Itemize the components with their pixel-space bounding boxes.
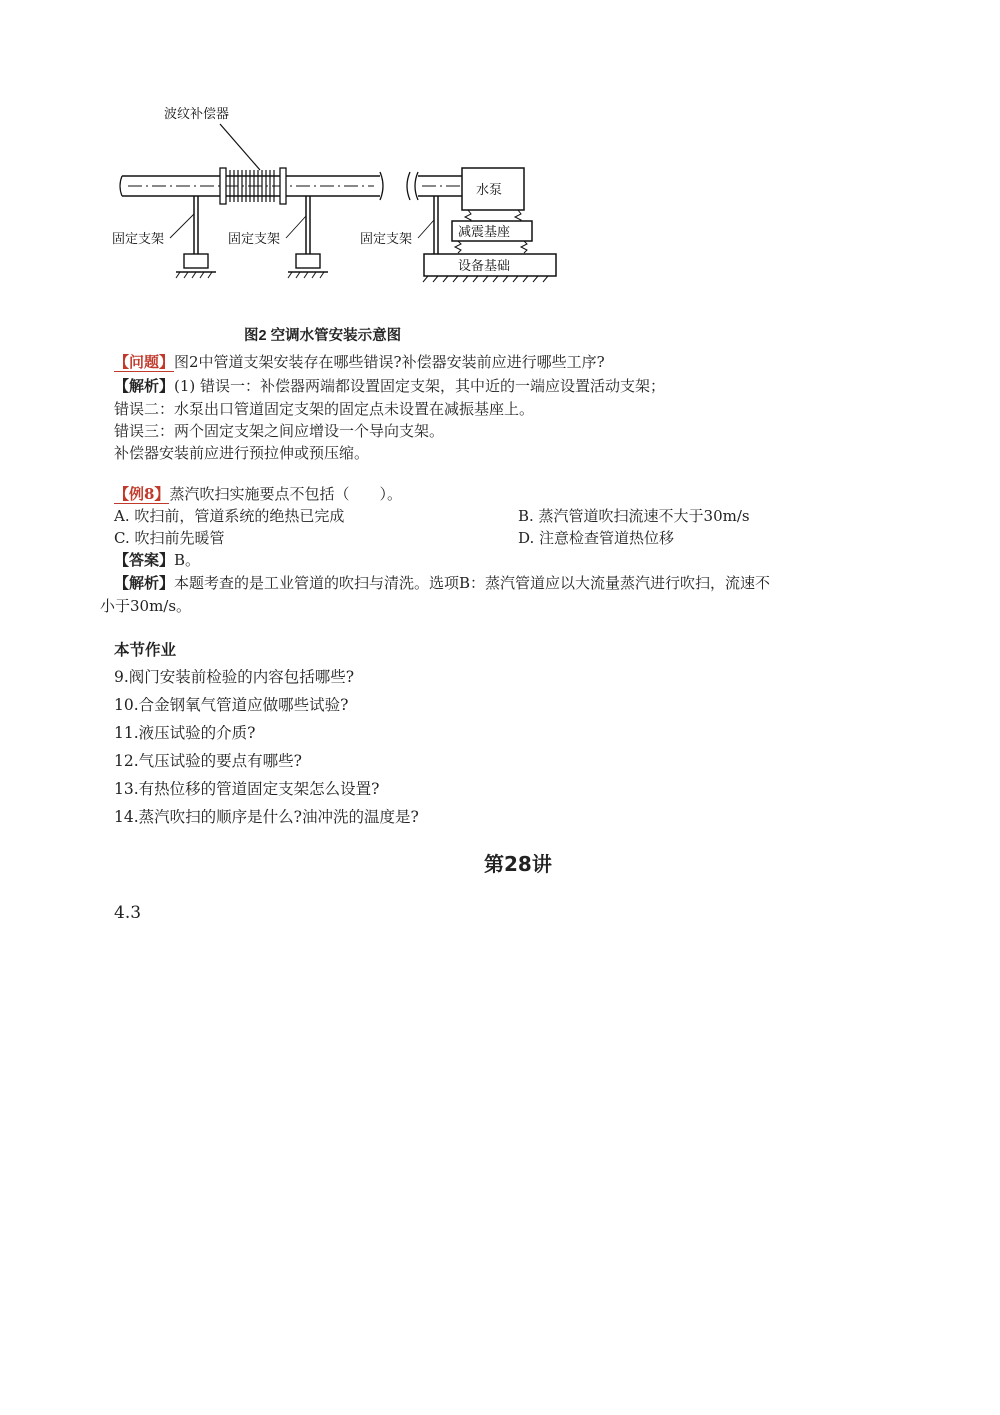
- damping-base-label: 减震基座: [458, 225, 511, 240]
- question-line: [114, 352, 605, 373]
- homework-item: 9.阀门安装前检验的内容包括哪些?: [114, 668, 355, 686]
- error-three: 错误三：两个固定支架之间应增设一个导向支架。: [114, 422, 445, 440]
- equipment-base-label: 设备基础: [458, 259, 511, 274]
- option-d: D. 注意检查管道热位移: [518, 529, 675, 547]
- option-b: B. 蒸汽管道吹扫流速不大于30m/s: [518, 507, 750, 525]
- homework-item: 10.合金钢氧气管道应做哪些试验?: [114, 696, 349, 714]
- figure-caption: 图2 空调水管安装示意图: [244, 328, 402, 344]
- section-number: 4.3: [114, 903, 142, 923]
- example-analysis-1: 本题考查的是工业管道的吹扫与清洗。选项B：蒸汽管道应以大流量蒸汽进行吹扫，流速不: [174, 574, 771, 592]
- example-analysis-2: 小于30m/s。: [100, 597, 192, 615]
- pipe-installation-diagram: [108, 98, 568, 298]
- answer-text: B。: [174, 551, 201, 569]
- example-analysis-tag: 【解析】: [114, 574, 175, 592]
- analysis-line: [114, 376, 665, 397]
- example-line: [114, 484, 402, 505]
- analysis-tag: 【解析】: [114, 377, 175, 395]
- homework-title: 本节作业: [114, 641, 177, 659]
- fixed-support-label-3: 固定支架: [360, 232, 413, 247]
- homework-item: 13.有热位移的管道固定支架怎么设置?: [114, 780, 380, 798]
- compensator-note: 补偿器安装前应进行预拉伸或预压缩。: [114, 444, 370, 462]
- pump-label: 水泵: [476, 183, 503, 198]
- lecture-title: 第28讲: [484, 852, 552, 876]
- homework-item: 11.液压试验的介质?: [114, 724, 256, 742]
- example-stem: 蒸汽吹扫实施要点不包括（ ）。: [169, 485, 402, 503]
- analysis-first: (1) 错误一：补偿器两端都设置固定支架，其中近的一端应设置活动支架；: [174, 377, 666, 395]
- homework-item: 12.气压试验的要点有哪些?: [114, 752, 302, 770]
- example-tag: 【例8】: [114, 485, 170, 503]
- answer-line: [114, 550, 200, 571]
- homework-item: 14.蒸汽吹扫的顺序是什么?油冲洗的温度是?: [114, 808, 419, 826]
- error-two: 错误二：水泵出口管道固定支架的固定点未设置在减振基座上。: [114, 400, 535, 418]
- question-tag: 【问题】: [114, 353, 175, 371]
- option-c: C. 吹扫前先暖管: [114, 529, 225, 547]
- fixed-support-label-2: 固定支架: [228, 232, 281, 247]
- option-a: A. 吹扫前，管道系统的绝热已完成: [114, 507, 345, 525]
- example-analysis-line: [114, 573, 770, 594]
- answer-tag: 【答案】: [114, 551, 175, 569]
- fixed-support-label-1: 固定支架: [112, 232, 165, 247]
- compensator-label: 波纹补偿器: [164, 107, 230, 122]
- question-text: 图2中管道支架安装存在哪些错误?补偿器安装前应进行哪些工序?: [174, 353, 605, 371]
